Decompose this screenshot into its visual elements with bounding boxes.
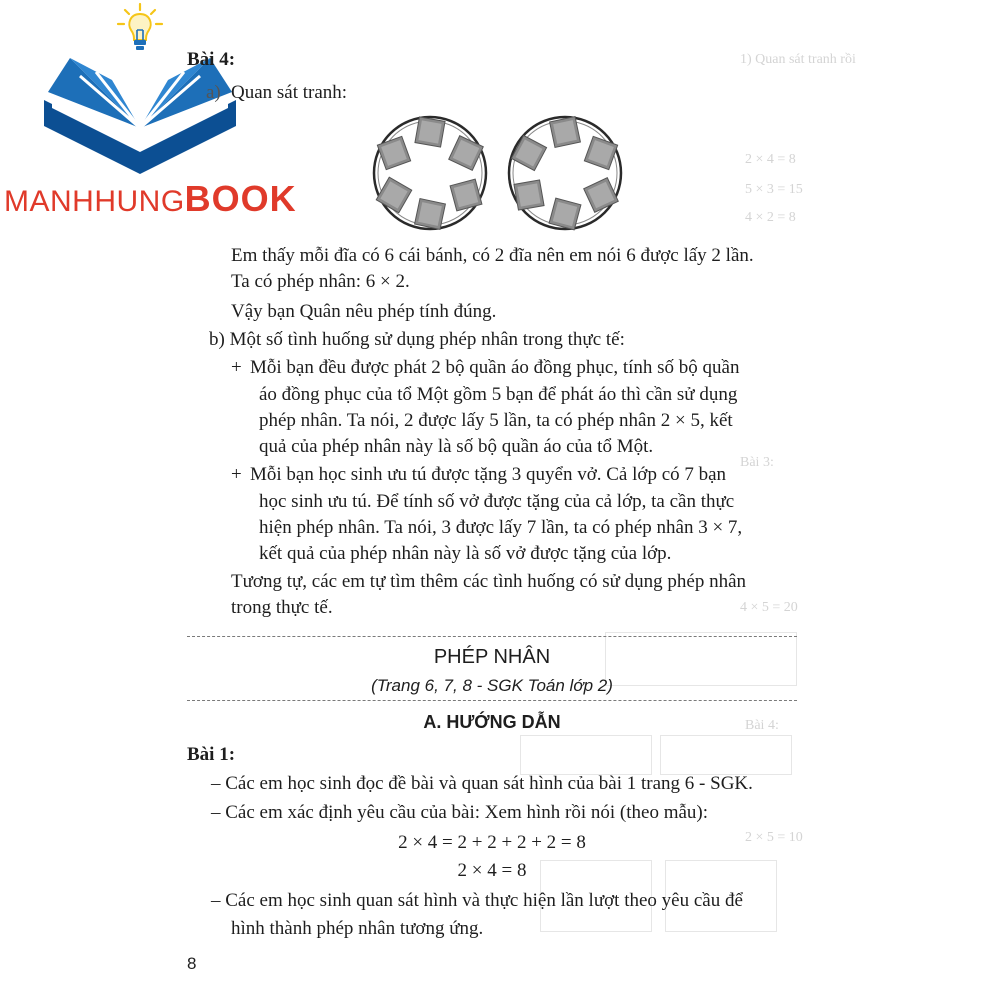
bai1-equation-2: 2 × 4 = 8	[457, 860, 527, 881]
plate-right	[509, 117, 621, 230]
plate-left	[374, 117, 486, 229]
bai1-final-1: – Các em học sinh quan sát hình và thực hiện lần lượt theo yêu cầu để	[211, 890, 743, 911]
bullet-line: học sinh ưu tú. Để tính số vở được tặng của cả lớp, ta cần thực	[259, 491, 735, 512]
bullet-line: áo đồng phục của tổ Một gồm 5 bạn để phát áo thì cần sử dụng	[259, 384, 738, 405]
page-number: 8	[187, 954, 197, 973]
cake-plates-figure	[370, 108, 630, 238]
section-rule-bottom	[187, 700, 797, 701]
bai4-part-a: Quan sát tranh:	[231, 82, 348, 103]
section-rule-top	[187, 636, 797, 637]
section-title: PHÉP NHÂN	[433, 646, 551, 668]
bai4-part-b: b) Một số tình huống sử dụng phép nhân trong thực tế:	[209, 329, 625, 350]
bai4-closing-1: Tương tự, các em tự tìm thêm các tình huống có sử dụng phép nhân	[231, 571, 747, 592]
bai4-explanation-2: Ta có phép nhân: 6 × 2.	[231, 271, 410, 292]
bai1-equation-1: 2 × 4 = 2 + 2 + 2 + 2 = 8	[398, 832, 586, 853]
bai1-line-2: – Các em xác định yêu cầu của bài: Xem hình rồi nói (theo mẫu):	[211, 802, 709, 823]
bai4-explanation-1: Em thấy mỗi đĩa có 6 cái bánh, có 2 đĩa nên em nói 6 được lấy 2 lần.	[231, 245, 754, 266]
bai1-final-2: hình thành phép nhân tương ứng.	[231, 918, 484, 939]
bullet-line: kết quả của phép nhân này là số vở được tặng của lớp.	[259, 543, 672, 564]
bai4-heading: Bài 4:	[187, 49, 236, 70]
bullet-line: Mỗi bạn đều được phát 2 bộ quần áo đồng phục, tính số bộ quần	[250, 357, 740, 378]
scanned-page: 1) Quan sát tranh rồi 2 × 4 = 8 5 × 3 = 15 4 × 2 = 8 Bài 3: 4 × 5 = 20 Bài 4: 2 × 5 = 10 MANHHUNGBOOK Bài 4: a) Quan sát tranh: Em thấy mỗi đĩa có 6 cái bánh, có 2 đĩa nên em nói 6 được lấy 2 lần. Ta có phép nhân: 6 × 2. Vậy bạn Quân nêu phép tính đúng. b) Một số tình huống sử dụng phép nhân trong thực tế: + Mỗi bạn đều được phát 2 bộ quần áo đồng phục, tính số bộ quần áo đồng phục của tổ Một gồm 5 bạn để phát áo thì cần sử dụng phép nhân. Ta nói, 2 được lấy 5 lần, ta có phép nhân 2 × 5, kết quả của phép nhân này là số bộ quần áo của tổ Một. + Mỗi bạn học sinh ưu tú được tặng 3 quyển vở. Cả lớp có 7 bạn học sinh ưu tú. Để tính số vở được tặng của cả lớp, ta cần thực hiện phép nhân. Ta nói, 3 được lấy 7 lần, ta có phép nhân 3 × 7, kết quả của phép nhân này là số vở được tặng của lớp. Tương tự, các em tự tìm thêm các tình huống có sử dụng phép nhân trong thực tế. PHÉP NHÂN (Trang 6, 7, 8 - SGK Toán lớp 2) A. HƯỚNG DẪN Bài 1: – Các em học sinh đọc đề bài và quan sát hình của bài 1 trang 6 - SGK. – Các em xác định yêu cầu của bài: Xem hình rồi nói (theo mẫu): 2 × 4 = 2 + 2 + 2 + 2 = 8 2 × 4 = 8 – Các em học sinh quan sát hình và thực hiện lần lượt theo yêu cầu để hình thành phép nhân tương ứng. 8	[0, 0, 998, 998]
part-heading: A. HƯỚNG DẪN	[423, 712, 561, 732]
bullet-line: quả của phép nhân này là số bộ quần áo của tổ Một.	[259, 436, 654, 457]
section-subtitle: (Trang 6, 7, 8 - SGK Toán lớp 2)	[371, 676, 613, 695]
bullet-line: hiện phép nhân. Ta nói, 3 được lấy 7 lần, ta có phép nhân 3 × 7,	[259, 517, 743, 538]
bai1-line-1: – Các em học sinh đọc đề bài và quan sát hình của bài 1 trang 6 - SGK.	[211, 773, 753, 794]
bullet-marker: +	[231, 357, 242, 378]
bullet-marker: +	[231, 464, 242, 485]
bai4-part-a-label: a)	[206, 82, 221, 103]
manhhung-book-logo	[0, 0, 300, 225]
logo-word-bold: BOOK	[184, 178, 297, 219]
bullet-line: phép nhân. Ta nói, 2 được lấy 5 lần, ta có phép nhân 2 × 5, kết	[259, 410, 733, 431]
logo-wordmark	[4, 178, 297, 220]
bai4-closing-2: trong thực tế.	[231, 597, 333, 618]
logo-word-light: MANHHUNG	[4, 185, 185, 218]
bai1-heading: Bài 1:	[187, 744, 236, 765]
bullet-line: Mỗi bạn học sinh ưu tú được tặng 3 quyển vở. Cả lớp có 7 bạn	[250, 464, 727, 485]
lightbulb-icon	[115, 2, 165, 56]
bai4-explanation-3: Vậy bạn Quân nêu phép tính đúng.	[231, 301, 497, 322]
